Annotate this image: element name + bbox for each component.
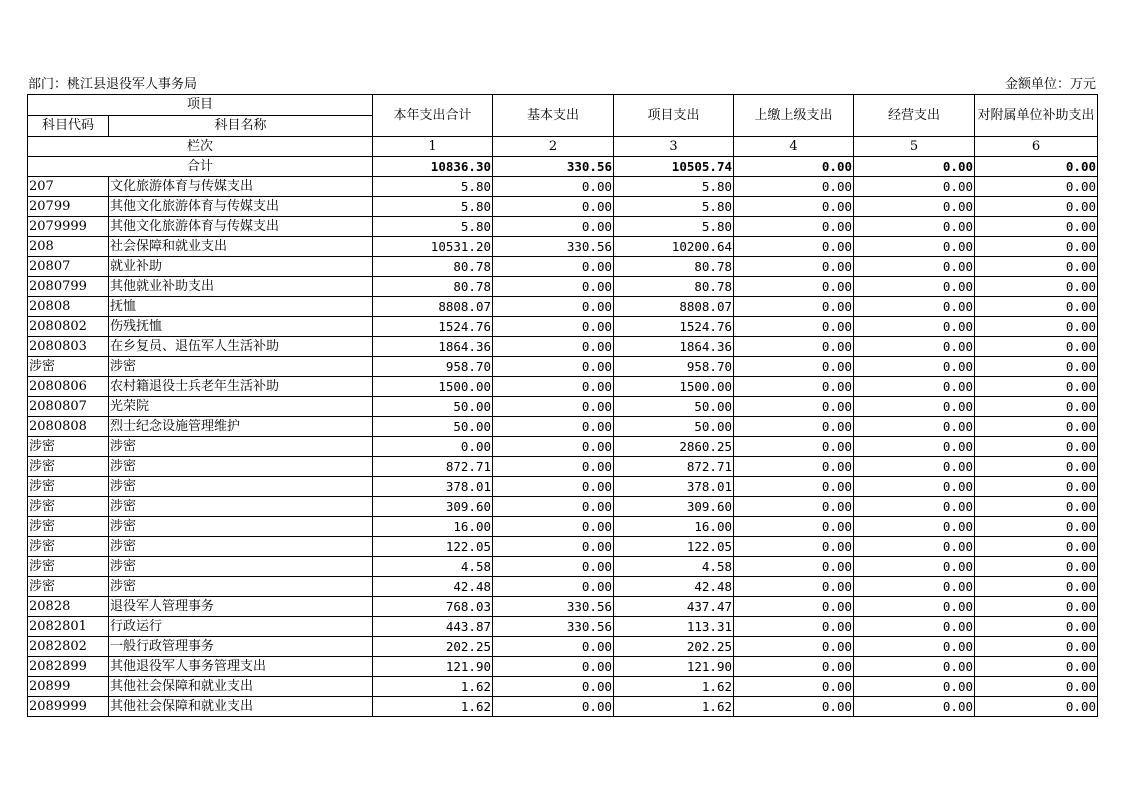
index-cell: 1 <box>373 137 493 157</box>
column-header: 经营支出 <box>854 95 975 137</box>
sub-header-name: 科目名称 <box>109 116 373 137</box>
subject-name-cell: 涉密 <box>109 537 373 557</box>
table-row <box>28 597 1098 617</box>
total-row <box>28 157 1098 177</box>
subject-name-cell: 其他社会保障和就业支出 <box>109 677 373 697</box>
subject-name-cell: 抚恤 <box>109 297 373 317</box>
amount-cell: 122.05 <box>373 537 493 557</box>
amount-cell: 0.00 <box>734 377 854 397</box>
amount-cell: 0.00 <box>493 477 614 497</box>
amount-cell: 10531.20 <box>373 237 493 257</box>
subject-name-cell: 其他文化旅游体育与传媒支出 <box>109 197 373 217</box>
amount-cell: 872.71 <box>614 457 734 477</box>
subject-name-cell: 一般行政管理事务 <box>109 637 373 657</box>
amount-cell: 1524.76 <box>373 317 493 337</box>
amount-cell: 378.01 <box>373 477 493 497</box>
amount-cell: 121.90 <box>614 657 734 677</box>
subject-name-cell: 涉密 <box>109 497 373 517</box>
amount-cell: 0.00 <box>373 437 493 457</box>
amount-cell: 0.00 <box>975 497 1098 517</box>
table-row <box>28 277 1098 297</box>
amount-cell: 958.70 <box>373 357 493 377</box>
subject-code-cell: 2082802 <box>28 637 109 657</box>
amount-cell: 50.00 <box>373 417 493 437</box>
amount-cell: 0.00 <box>854 477 975 497</box>
subject-name-cell: 烈士纪念设施管理维护 <box>109 417 373 437</box>
amount-cell: 5.80 <box>614 197 734 217</box>
amount-cell: 1.62 <box>614 677 734 697</box>
subject-code-cell: 208 <box>28 237 109 257</box>
amount-cell: 0.00 <box>975 557 1098 577</box>
subject-name-cell: 其他就业补助支出 <box>109 277 373 297</box>
index-cell: 4 <box>734 137 854 157</box>
amount-cell: 0.00 <box>854 677 975 697</box>
subject-name-cell: 涉密 <box>109 557 373 577</box>
subject-code-cell: 2080799 <box>28 277 109 297</box>
subject-code-cell: 2089999 <box>28 697 109 717</box>
amount-cell: 0.00 <box>493 677 614 697</box>
amount-cell: 80.78 <box>614 277 734 297</box>
amount-cell: 0.00 <box>975 537 1098 557</box>
amount-cell: 0.00 <box>493 337 614 357</box>
amount-cell: 0.00 <box>493 497 614 517</box>
amount-cell: 0.00 <box>734 617 854 637</box>
amount-cell: 0.00 <box>975 437 1098 457</box>
amount-cell: 0.00 <box>854 657 975 677</box>
subject-name-cell: 农村籍退役士兵老年生活补助 <box>109 377 373 397</box>
table-row <box>28 537 1098 557</box>
amount-cell: 0.00 <box>854 317 975 337</box>
amount-cell: 0.00 <box>854 357 975 377</box>
amount-cell: 113.31 <box>614 617 734 637</box>
subject-name-cell: 涉密 <box>109 357 373 377</box>
index-cell: 3 <box>614 137 734 157</box>
amount-cell: 0.00 <box>493 697 614 717</box>
amount-cell: 0.00 <box>734 437 854 457</box>
subject-code-cell: 涉密 <box>28 537 109 557</box>
amount-cell: 0.00 <box>975 677 1098 697</box>
amount-cell: 0.00 <box>854 637 975 657</box>
amount-cell: 5.80 <box>614 217 734 237</box>
subject-code-cell: 20807 <box>28 257 109 277</box>
amount-cell: 0.00 <box>854 377 975 397</box>
amount-cell: 16.00 <box>373 517 493 537</box>
amount-cell: 0.00 <box>734 577 854 597</box>
amount-cell: 0.00 <box>975 257 1098 277</box>
amount-cell: 0.00 <box>734 297 854 317</box>
amount-cell: 0.00 <box>493 177 614 197</box>
total-cell: 10836.30 <box>373 157 493 177</box>
amount-cell: 0.00 <box>734 217 854 237</box>
subject-name-cell: 其他退役军人事务管理支出 <box>109 657 373 677</box>
subject-name-cell: 就业补助 <box>109 257 373 277</box>
amount-cell: 0.00 <box>734 557 854 577</box>
amount-cell: 50.00 <box>614 397 734 417</box>
amount-cell: 0.00 <box>734 177 854 197</box>
subject-name-cell: 涉密 <box>109 437 373 457</box>
subject-code-cell: 涉密 <box>28 437 109 457</box>
amount-cell: 5.80 <box>373 197 493 217</box>
amount-cell: 0.00 <box>734 417 854 437</box>
amount-cell: 0.00 <box>975 657 1098 677</box>
amount-cell: 872.71 <box>373 457 493 477</box>
subject-code-cell: 涉密 <box>28 577 109 597</box>
subject-name-cell: 在乡复员、退伍军人生活补助 <box>109 337 373 357</box>
amount-cell: 121.90 <box>373 657 493 677</box>
subject-name-cell: 其他社会保障和就业支出 <box>109 697 373 717</box>
amount-cell: 0.00 <box>493 217 614 237</box>
subject-code-cell: 2080803 <box>28 337 109 357</box>
amount-cell: 50.00 <box>614 417 734 437</box>
amount-cell: 0.00 <box>734 697 854 717</box>
amount-cell: 0.00 <box>734 637 854 657</box>
amount-cell: 80.78 <box>373 257 493 277</box>
table-row <box>28 357 1098 377</box>
subject-code-cell: 涉密 <box>28 517 109 537</box>
amount-cell: 0.00 <box>854 597 975 617</box>
amount-cell: 0.00 <box>854 537 975 557</box>
amount-cell: 443.87 <box>373 617 493 637</box>
amount-cell: 0.00 <box>975 397 1098 417</box>
amount-cell: 1524.76 <box>614 317 734 337</box>
amount-cell: 80.78 <box>614 257 734 277</box>
table-row <box>28 397 1098 417</box>
subject-code-cell: 2080808 <box>28 417 109 437</box>
subject-name-cell: 退役军人管理事务 <box>109 597 373 617</box>
amount-cell: 0.00 <box>493 577 614 597</box>
amount-cell: 0.00 <box>854 697 975 717</box>
total-cell: 0.00 <box>975 157 1098 177</box>
amount-cell: 0.00 <box>493 657 614 677</box>
column-header: 基本支出 <box>493 95 614 137</box>
amount-cell: 437.47 <box>614 597 734 617</box>
subject-code-cell: 涉密 <box>28 457 109 477</box>
amount-cell: 0.00 <box>734 397 854 417</box>
subject-code-cell: 2080807 <box>28 397 109 417</box>
column-header: 对附属单位补助支出 <box>975 95 1098 137</box>
amount-cell: 4.58 <box>614 557 734 577</box>
amount-cell: 0.00 <box>854 197 975 217</box>
table-row <box>28 477 1098 497</box>
total-cell: 0.00 <box>734 157 854 177</box>
amount-cell: 0.00 <box>854 177 975 197</box>
subject-name-cell: 其他文化旅游体育与传媒支出 <box>109 217 373 237</box>
index-cell: 5 <box>854 137 975 157</box>
amount-cell: 768.03 <box>373 597 493 617</box>
total-cell: 10505.74 <box>614 157 734 177</box>
amount-cell: 2860.25 <box>614 437 734 457</box>
total-cell: 0.00 <box>854 157 975 177</box>
amount-cell: 80.78 <box>373 277 493 297</box>
amount-cell: 0.00 <box>854 517 975 537</box>
amount-cell: 0.00 <box>734 537 854 557</box>
amount-cell: 0.00 <box>493 257 614 277</box>
amount-cell: 0.00 <box>493 317 614 337</box>
subject-name-cell: 伤残抚恤 <box>109 317 373 337</box>
column-header: 项目支出 <box>614 95 734 137</box>
subject-name-cell: 行政运行 <box>109 617 373 637</box>
amount-cell: 309.60 <box>373 497 493 517</box>
table-row <box>28 417 1098 437</box>
table-row <box>28 257 1098 277</box>
amount-cell: 0.00 <box>734 457 854 477</box>
table-row <box>28 657 1098 677</box>
amount-cell: 0.00 <box>975 197 1098 217</box>
table-row <box>28 177 1098 197</box>
department-label: 部门：桃江县退役军人事务局 <box>28 77 198 92</box>
amount-cell: 0.00 <box>493 417 614 437</box>
amount-cell: 0.00 <box>734 237 854 257</box>
table-row <box>28 517 1098 537</box>
amount-cell: 0.00 <box>975 357 1098 377</box>
amount-cell: 0.00 <box>975 177 1098 197</box>
subject-code-cell: 涉密 <box>28 357 109 377</box>
group-header: 项目 <box>28 95 373 116</box>
table-row <box>28 377 1098 397</box>
amount-cell: 0.00 <box>493 197 614 217</box>
table-row <box>28 577 1098 597</box>
amount-cell: 1864.36 <box>373 337 493 357</box>
amount-cell: 202.25 <box>614 637 734 657</box>
table-row <box>28 557 1098 577</box>
amount-cell: 1.62 <box>614 697 734 717</box>
amount-cell: 0.00 <box>854 437 975 457</box>
amount-cell: 0.00 <box>854 397 975 417</box>
subject-name-cell: 涉密 <box>109 477 373 497</box>
amount-cell: 202.25 <box>373 637 493 657</box>
subject-name-cell: 涉密 <box>109 517 373 537</box>
subject-code-cell: 2080802 <box>28 317 109 337</box>
amount-cell: 0.00 <box>975 597 1098 617</box>
unit-label: 金额单位：万元 <box>1004 77 1096 92</box>
amount-cell: 0.00 <box>734 517 854 537</box>
table-row <box>28 617 1098 637</box>
amount-cell: 309.60 <box>614 497 734 517</box>
amount-cell: 0.00 <box>493 457 614 477</box>
column-header: 本年支出合计 <box>373 95 493 137</box>
table-row <box>28 637 1098 657</box>
index-cell: 2 <box>493 137 614 157</box>
amount-cell: 0.00 <box>975 237 1098 257</box>
subject-name-cell: 光荣院 <box>109 397 373 417</box>
amount-cell: 5.80 <box>373 217 493 237</box>
amount-cell: 378.01 <box>614 477 734 497</box>
amount-cell: 0.00 <box>975 577 1098 597</box>
amount-cell: 0.00 <box>734 277 854 297</box>
amount-cell: 1.62 <box>373 677 493 697</box>
subject-code-cell: 涉密 <box>28 477 109 497</box>
amount-cell: 0.00 <box>734 677 854 697</box>
amount-cell: 0.00 <box>734 657 854 677</box>
subject-code-cell: 2080806 <box>28 377 109 397</box>
amount-cell: 8808.07 <box>614 297 734 317</box>
column-header: 上缴上级支出 <box>734 95 854 137</box>
amount-cell: 0.00 <box>854 337 975 357</box>
amount-cell: 42.48 <box>373 577 493 597</box>
amount-cell: 0.00 <box>975 217 1098 237</box>
amount-cell: 330.56 <box>493 237 614 257</box>
table-row <box>28 437 1098 457</box>
table-row <box>28 197 1098 217</box>
index-label: 栏次 <box>28 137 373 157</box>
amount-cell: 0.00 <box>854 237 975 257</box>
amount-cell: 0.00 <box>854 257 975 277</box>
table-row <box>28 337 1098 357</box>
index-cell: 6 <box>975 137 1098 157</box>
subject-name-cell: 涉密 <box>109 577 373 597</box>
amount-cell: 50.00 <box>373 397 493 417</box>
subject-name-cell: 涉密 <box>109 457 373 477</box>
amount-cell: 0.00 <box>493 557 614 577</box>
subject-code-cell: 20899 <box>28 677 109 697</box>
amount-cell: 122.05 <box>614 537 734 557</box>
amount-cell: 0.00 <box>975 517 1098 537</box>
amount-cell: 0.00 <box>493 517 614 537</box>
amount-cell: 0.00 <box>854 557 975 577</box>
amount-cell: 0.00 <box>975 457 1098 477</box>
subject-code-cell: 涉密 <box>28 497 109 517</box>
amount-cell: 0.00 <box>734 337 854 357</box>
amount-cell: 0.00 <box>493 397 614 417</box>
table-row <box>28 497 1098 517</box>
subject-name-cell: 文化旅游体育与传媒支出 <box>109 177 373 197</box>
table-row <box>28 217 1098 237</box>
amount-cell: 8808.07 <box>373 297 493 317</box>
subject-name-cell: 社会保障和就业支出 <box>109 237 373 257</box>
amount-cell: 0.00 <box>854 277 975 297</box>
table-row <box>28 677 1098 697</box>
header-row-1 <box>28 95 1098 116</box>
amount-cell: 1500.00 <box>614 377 734 397</box>
amount-cell: 0.00 <box>734 317 854 337</box>
sub-header-code: 科目代码 <box>28 116 109 137</box>
amount-cell: 5.80 <box>373 177 493 197</box>
total-cell: 330.56 <box>493 157 614 177</box>
amount-cell: 0.00 <box>734 257 854 277</box>
amount-cell: 0.00 <box>734 597 854 617</box>
amount-cell: 330.56 <box>493 597 614 617</box>
amount-cell: 0.00 <box>975 277 1098 297</box>
amount-cell: 0.00 <box>975 337 1098 357</box>
amount-cell: 330.56 <box>493 617 614 637</box>
total-label: 合计 <box>28 157 373 177</box>
amount-cell: 0.00 <box>975 377 1098 397</box>
amount-cell: 958.70 <box>614 357 734 377</box>
amount-cell: 0.00 <box>734 197 854 217</box>
table-row <box>28 317 1098 337</box>
amount-cell: 0.00 <box>854 297 975 317</box>
amount-cell: 0.00 <box>854 417 975 437</box>
amount-cell: 0.00 <box>854 497 975 517</box>
expenditure-table <box>27 94 1098 717</box>
subject-code-cell: 2079999 <box>28 217 109 237</box>
amount-cell: 0.00 <box>734 497 854 517</box>
amount-cell: 0.00 <box>493 377 614 397</box>
subject-code-cell: 2082899 <box>28 657 109 677</box>
index-row <box>28 137 1098 157</box>
amount-cell: 0.00 <box>854 617 975 637</box>
amount-cell: 0.00 <box>975 637 1098 657</box>
table-row <box>28 237 1098 257</box>
table-row <box>28 697 1098 717</box>
amount-cell: 0.00 <box>493 357 614 377</box>
subject-code-cell: 20799 <box>28 197 109 217</box>
subject-code-cell: 207 <box>28 177 109 197</box>
amount-cell: 5.80 <box>614 177 734 197</box>
amount-cell: 0.00 <box>975 317 1098 337</box>
amount-cell: 0.00 <box>493 277 614 297</box>
subject-code-cell: 20808 <box>28 297 109 317</box>
amount-cell: 0.00 <box>493 537 614 557</box>
amount-cell: 0.00 <box>854 577 975 597</box>
amount-cell: 1.62 <box>373 697 493 717</box>
amount-cell: 0.00 <box>975 417 1098 437</box>
amount-cell: 0.00 <box>493 297 614 317</box>
amount-cell: 0.00 <box>854 457 975 477</box>
amount-cell: 0.00 <box>975 297 1098 317</box>
table-row <box>28 457 1098 477</box>
amount-cell: 0.00 <box>734 477 854 497</box>
amount-cell: 1864.36 <box>614 337 734 357</box>
amount-cell: 0.00 <box>975 617 1098 637</box>
table-row <box>28 297 1098 317</box>
subject-code-cell: 20828 <box>28 597 109 617</box>
amount-cell: 0.00 <box>975 477 1098 497</box>
subject-code-cell: 2082801 <box>28 617 109 637</box>
amount-cell: 1500.00 <box>373 377 493 397</box>
amount-cell: 0.00 <box>493 637 614 657</box>
amount-cell: 0.00 <box>975 697 1098 717</box>
amount-cell: 42.48 <box>614 577 734 597</box>
amount-cell: 0.00 <box>493 437 614 457</box>
subject-code-cell: 涉密 <box>28 557 109 577</box>
amount-cell: 16.00 <box>614 517 734 537</box>
amount-cell: 4.58 <box>373 557 493 577</box>
amount-cell: 0.00 <box>734 357 854 377</box>
amount-cell: 0.00 <box>854 217 975 237</box>
amount-cell: 10200.64 <box>614 237 734 257</box>
